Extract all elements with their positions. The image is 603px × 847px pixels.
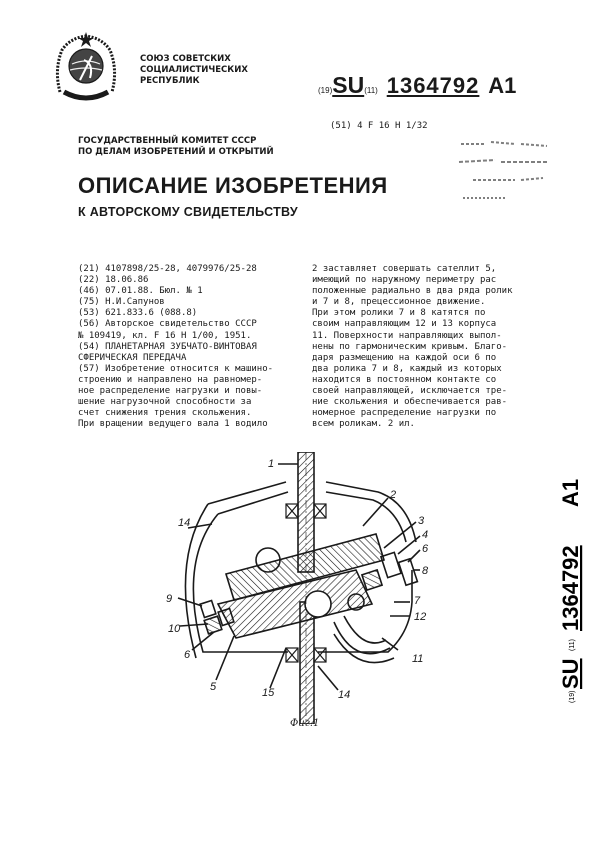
text-line: (53) 621.833.6 (088.8) <box>78 308 198 319</box>
committee-block <box>78 136 274 158</box>
text-line: два ролика 7 и 8, каждый из которых <box>312 363 502 374</box>
figure-label: 6 <box>422 543 429 555</box>
text-line: (75) Н.И.Сапунов <box>78 297 165 308</box>
abstract-column <box>312 264 512 430</box>
figure-caption: Фиг.1 <box>290 718 320 729</box>
text-line: (54) ПЛАНЕТАРНАЯ ЗУБЧАТО-ВИНТОВАЯ <box>78 341 257 352</box>
text-line: находится в постоянном контакте со <box>312 374 497 385</box>
figure-label: 1 <box>268 458 275 470</box>
figure-label: 6 <box>184 649 191 661</box>
bibliographic-column <box>78 264 273 430</box>
figure-label: 3 <box>418 515 425 527</box>
figure-label: 4 <box>422 529 429 541</box>
side-country-code: SU <box>558 658 583 689</box>
issuer-line: СОЦИАЛИСТИЧЕСКИХ <box>140 65 248 75</box>
figure-label: 12 <box>414 611 427 623</box>
text-line: СФЕРИЧЕСКАЯ ПЕРЕДАЧА <box>78 352 187 363</box>
figure-label: 10 <box>168 623 181 635</box>
text-line: шение нагрузочной способности за <box>78 397 252 408</box>
publication-number <box>318 72 516 99</box>
figure-label: 7 <box>414 595 421 607</box>
text-line: даря размещению на каждой оси 6 по <box>312 352 497 363</box>
text-line: счет снижения трения скольжения. <box>78 408 252 419</box>
committee-line: ГОСУДАРСТВЕННЫЙ КОМИТЕТ СССР <box>78 136 257 146</box>
text-line: При вращении ведущего вала 1 водило <box>78 419 268 430</box>
figure-label: 9 <box>166 593 173 605</box>
ussr-emblem-icon <box>50 30 122 106</box>
issuer-line: РЕСПУБЛИК <box>140 76 200 86</box>
text-line: (22) 18.06.86 <box>78 275 149 286</box>
issuer-line: СОЮЗ СОВЕТСКИХ <box>140 54 231 64</box>
side-kind-code: A1 <box>558 478 583 507</box>
figure-label: 2 <box>390 489 397 501</box>
kind-code: A1 <box>488 73 517 98</box>
side-publication-number <box>548 455 588 705</box>
text-line: нены по гармоническим кривым. Благо- <box>312 341 508 352</box>
figure-label: 14 <box>178 517 191 529</box>
text-line: имеющий по наружному периметру рас <box>312 275 497 286</box>
country-code: SU <box>332 72 365 98</box>
ipc-class: (51) 4 F 16 H 1/32 <box>330 121 428 131</box>
text-line: номерное распределение нагрузки по <box>312 408 497 419</box>
text-line: (46) 07.01.88. Бюл. № 1 <box>78 286 203 297</box>
figure-label: 14 <box>338 689 351 701</box>
code-11: (11) <box>364 86 378 95</box>
figure-label: 11 <box>412 653 424 665</box>
figure-label: 5 <box>210 681 217 693</box>
document-subtitle: К АВТОРСКОМУ СВИДЕТЕЛЬСТВУ <box>78 205 298 219</box>
document-title: ОПИСАНИЕ ИЗОБРЕТЕНИЯ <box>78 173 388 198</box>
mechanism-drawing <box>158 452 458 724</box>
text-line: № 109419, кл. F 16 H 1/00, 1951. <box>78 330 252 341</box>
text-line: 11. Поверхности направляющих выпол- <box>312 330 502 341</box>
text-line: своей направляющей, исключается тре- <box>312 386 508 397</box>
committee-line: ПО ДЕЛАМ ИЗОБРЕТЕНИЙ И ОТКРЫТИЙ <box>78 147 274 157</box>
text-line: (57) Изобретение относится к машино- <box>78 363 274 374</box>
figure-label: 15 <box>262 687 275 699</box>
text-line: 2 заставляет совершать сателлит 5, <box>312 264 497 274</box>
code-19: (19) <box>318 86 333 95</box>
library-stamp <box>455 132 555 212</box>
figure-label: 8 <box>422 565 429 577</box>
text-line: ное распределение нагрузки и повы- <box>78 386 263 397</box>
text-line: строению и направлено на равномер- <box>78 374 263 385</box>
side-code-11: (11) <box>569 639 576 651</box>
issuer-block <box>140 54 248 87</box>
text-line: (21) 4107898/25-28, 4079976/25-28 <box>78 264 257 274</box>
patent-number: 1364792 <box>386 73 480 98</box>
text-line: своим направляющим 12 и 13 корпуса <box>312 319 497 330</box>
text-line: ние скольжения и обеспечивается рав- <box>312 397 508 408</box>
text-line: и 7 и 8, прецессионное движение. <box>312 297 486 308</box>
text-line: всем роликам. 2 ил. <box>312 419 415 430</box>
text-line: положенные радиально в два ряда ролик <box>312 286 513 297</box>
text-line: (56) Авторское свидетельство СССР <box>78 319 257 330</box>
text-line: При этом ролики 7 и 8 катятся по <box>312 308 486 319</box>
side-patent-number: 1364792 <box>558 545 583 631</box>
side-code-19: (19) <box>569 690 576 703</box>
